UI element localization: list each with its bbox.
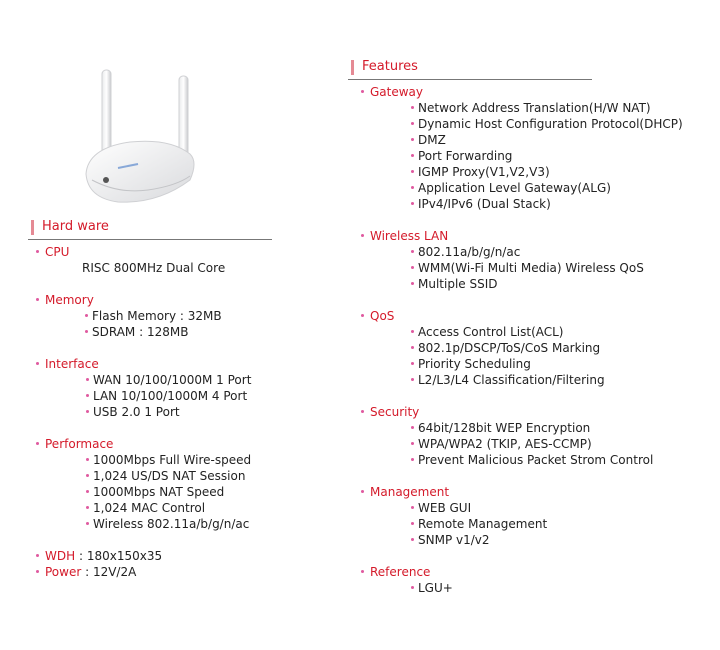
hardware-group-performance [34,436,251,532]
category-label: Interface [34,356,251,372]
list-item: SDRAM : 128MB [92,324,251,340]
category-label: QoS [359,308,683,324]
list-item: 1000Mbps Full Wire-speed [93,453,252,467]
list-item: Prevent Malicious Packet Strom Control [418,452,683,468]
features-group-gateway [359,84,683,212]
category-label: Reference [359,564,683,580]
category-label: Security [359,404,683,420]
wdh-spec: WDH : 180x150x35 [34,548,251,564]
list-item: WEB GUI [418,500,683,516]
title-marker [31,220,34,235]
category-label: Management [359,484,683,500]
list-item: SNMP v1/v2 [418,532,683,548]
features-divider [348,79,592,80]
list-item: Dynamic Host Configuration Protocol(DHCP) [418,117,683,131]
hardware-title [42,219,109,234]
power-spec: Power : 12V/2A [34,564,251,580]
list-item: WMM(Wi-Fi Multi Media) Wireless QoS [418,260,683,276]
list-item: Priority Scheduling [418,356,683,372]
list-item: Port Forwarding [418,148,683,164]
list-item: 802.1p/DSCP/ToS/CoS Marking [418,340,683,356]
features-title [362,59,418,74]
list-item: WAN 10/100/1000M 1 Port [93,373,252,387]
features-group-wireless-lan [359,228,683,292]
list-item: 802.11a/b/g/n/ac [418,244,683,260]
list-item: RISC 800MHz Dual Core [82,261,226,275]
list-item: IGMP Proxy(V1,V2,V3) [418,164,683,180]
list-item: 1,024 US/DS NAT Session [93,468,251,484]
features-group-qos [359,308,683,388]
title-marker [351,60,354,75]
list-item: LAN 10/100/1000M 4 Port [93,388,251,404]
list-item: Application Level Gateway(ALG) [418,180,683,196]
list-item: WPA/WPA2 (TKIP, AES-CCMP) [418,436,683,452]
hardware-group-memory [34,292,251,340]
hardware-group-cpu [34,244,251,276]
features-group-security [359,404,683,468]
category-label: Performace [34,436,251,452]
features-title-text: Features [362,59,418,74]
list-item: USB 2.0 1 Port [93,404,251,420]
category-label: CPU [34,244,251,260]
list-item: Access Control List(ACL) [418,324,683,340]
category-label: Gateway [359,84,683,100]
category-label: Wireless LAN [359,228,683,244]
list-item: Wireless 802.11a/b/g/n/ac [93,516,251,532]
list-item: Multiple SSID [418,276,683,292]
category-label: Memory [34,292,251,308]
features-group-management [359,484,683,548]
list-item: 1000Mbps NAT Speed [93,484,251,500]
hardware-list [34,244,251,580]
list-item: 1,024 MAC Control [93,500,251,516]
router-image [78,62,208,212]
list-item: Network Address Translation(H/W NAT) [418,100,683,116]
features-group-reference [359,564,683,596]
list-item: IPv4/IPv6 (Dual Stack) [418,196,683,212]
list-item: L2/L3/L4 Classification/Filtering [418,372,683,388]
features-list [359,84,683,596]
list-item: Flash Memory : 32MB [92,308,251,324]
hardware-divider [28,239,272,240]
list-item: DMZ [418,132,683,148]
hardware-title-text: Hard ware [42,219,109,234]
hardware-group-interface [34,356,251,420]
list-item: Remote Management [418,516,683,532]
list-item: LGU+ [418,580,683,596]
list-item: 64bit/128bit WEP Encryption [418,420,683,436]
